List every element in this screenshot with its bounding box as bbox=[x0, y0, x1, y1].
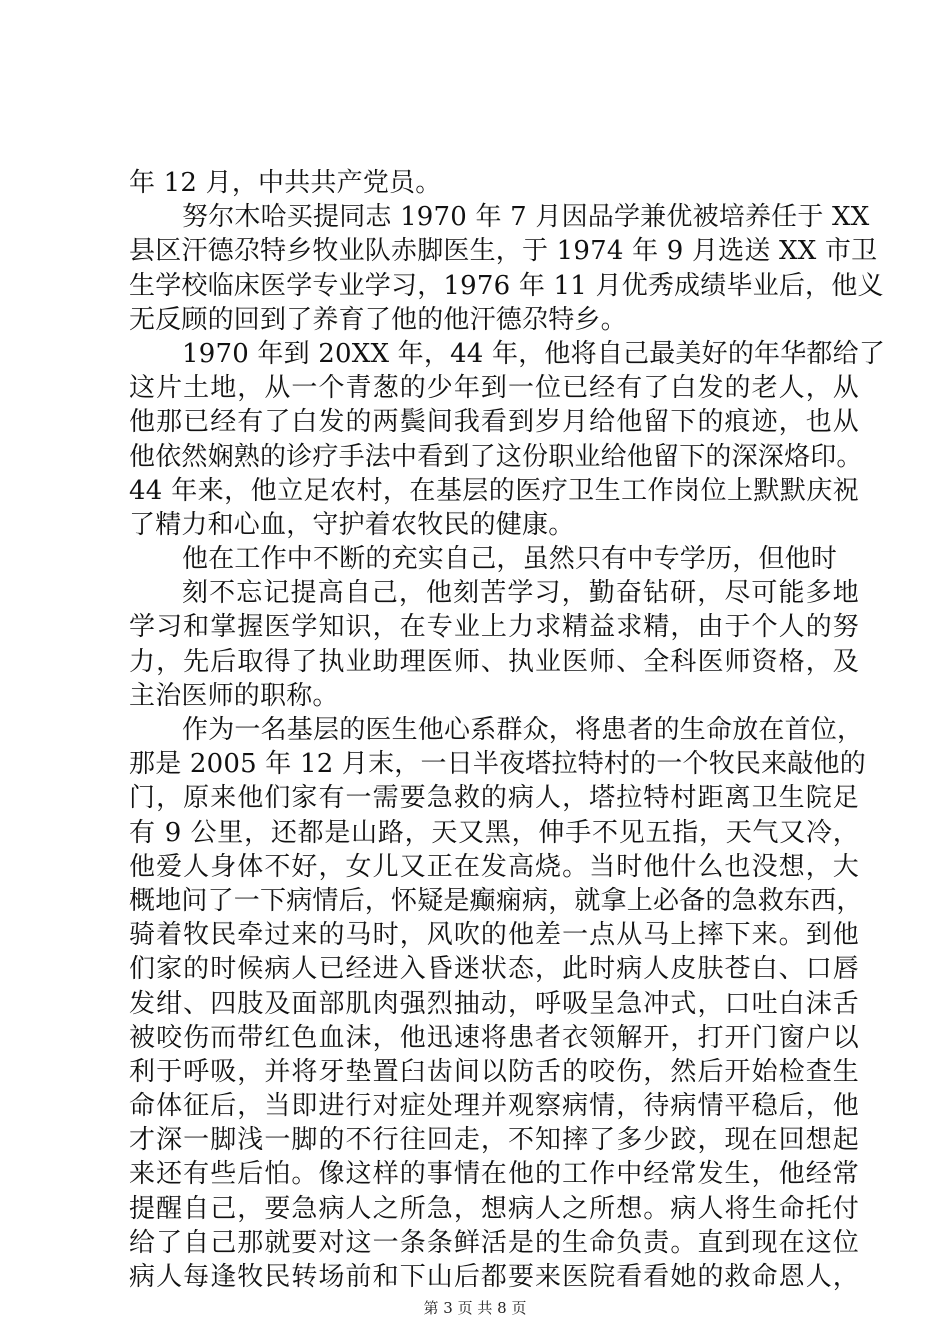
text-line: 努尔木哈买提同志 1970 年 7 月因品学兼优被培养任于 XX bbox=[182, 202, 870, 233]
text-line: 发绀、四肢及面部肌肉强烈抽动，呼吸呈急冲式，口吐白沫舌 bbox=[129, 988, 859, 1019]
text-line: 44 年来，他立足农村，在基层的医疗卫生工作岗位上默默庆祝 bbox=[129, 475, 859, 506]
text-line: 命体征后，当即进行对症处理并观察病情，待病情平稳后，他 bbox=[129, 1091, 859, 1122]
text-line: 学习和掌握医学知识，在专业上力求精益求精，由于个人的努 bbox=[129, 612, 859, 643]
text-line: 主治医师的职称。 bbox=[129, 680, 339, 711]
text-line: 病人每逢牧民转场前和下山后都要来医院看看她的救命恩人， bbox=[129, 1262, 859, 1292]
text-line: 他依然娴熟的诊疗手法中看到了这份职业给他留下的深深烙印。 bbox=[129, 441, 863, 472]
text-line: 骑着牧民牵过来的马时，风吹的他差一点从马上摔下来。到他 bbox=[129, 920, 859, 951]
text-line: 概地问了一下病情后，怀疑是癫痫病，就拿上必备的急救东西， bbox=[129, 885, 863, 916]
text-line: 无反顾的回到了养育了他的他汗德尕特乡。 bbox=[129, 304, 627, 335]
text-line: 生学校临床医学专业学习，1976 年 11 月优秀成绩毕业后，他义 bbox=[129, 270, 884, 301]
text-line: 们家的时候病人已经进入昏迷状态，此时病人皮肤苍白、口唇 bbox=[129, 954, 859, 985]
text-line: 他爱人身体不好，女儿又正在发高烧。当时他什么也没想，大 bbox=[129, 851, 859, 882]
text-line: 县区汗德尕特乡牧业队赤脚医生，于 1974 年 9 月选送 XX 市卫 bbox=[129, 236, 878, 267]
text-line: 提醒自己，要急病人之所急，想病人之所想。病人将生命托付 bbox=[129, 1193, 859, 1224]
text-line: 力，先后取得了执业助理医师、执业医师、全科医师资格，及 bbox=[129, 646, 859, 677]
text-line: 这片土地，从一个青葱的少年到一位已经有了白发的老人，从 bbox=[129, 373, 859, 404]
text-line: 来还有些后怕。像这样的事情在他的工作中经常发生，他经常 bbox=[129, 1159, 859, 1190]
text-line: 年 12 月，中共共产党员。 bbox=[129, 168, 442, 198]
text-line: 给了自己那就要对这一条条鲜活是的生命负责。直到现在这位 bbox=[129, 1227, 859, 1258]
document-body bbox=[129, 166, 886, 1294]
text-line: 被咬伤而带红色血沫，他迅速将患者衣领解开，打开门窗户以 bbox=[129, 1022, 859, 1053]
text-line: 他那已经有了白发的两鬓间我看到岁月给他留下的痕迹，也从 bbox=[129, 407, 859, 438]
text-line: 1970 年到 20XX 年，44 年，他将自己最美好的年华都给了 bbox=[182, 338, 886, 369]
text-line: 作为一名基层的医生他心系群众，将患者的生命放在首位， bbox=[182, 715, 864, 745]
text-line: 利于呼吸，并将牙垫置臼齿间以防舌的咬伤，然后开始检查生 bbox=[129, 1056, 859, 1087]
text-line: 门，原来他们家有一需要急救的病人，塔拉特村距离卫生院足 bbox=[129, 783, 859, 814]
text-line: 才深一脚浅一脚的不行往回走，不知摔了多少跤，现在回想起 bbox=[129, 1125, 859, 1156]
text-line: 那是 2005 年 12 月末，一日半夜塔拉特村的一个牧民来敲他的 bbox=[129, 749, 866, 780]
page-number-footer: 第 3 页 共 8 页 bbox=[423, 1299, 527, 1317]
text-line: 有 9 公里，还都是山路，天又黑，伸手不见五指，天气又冷， bbox=[129, 817, 859, 848]
text-line: 刻不忘记提高自己，他刻苦学习，勤奋钻研，尽可能多地 bbox=[182, 578, 859, 609]
text-line: 了精力和心血，守护着农牧民的健康。 bbox=[129, 509, 575, 540]
text-line: 他在工作中不断的充实自己，虽然只有中专学历，但他时 bbox=[182, 544, 838, 575]
